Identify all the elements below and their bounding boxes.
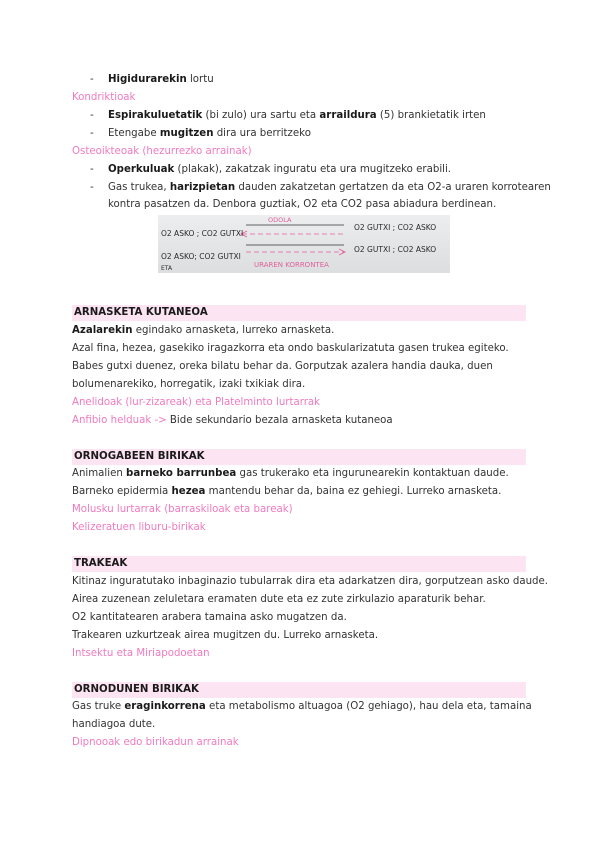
example-line: Molusku lurtarrak (barraskiloak eta bareak) [72, 504, 293, 515]
paragraph-line: Kitinaz inguratutako inbaginazio tubularrak dira eta adarkatzen dira, gorputzean asko daude. [72, 576, 549, 587]
bold-term: mugitzen [159, 128, 214, 139]
line-text: gas trukerako eta ingurunearekin kontaktuan daude. [236, 468, 509, 479]
example-line-anfibio [72, 415, 393, 426]
paragraph-line [72, 486, 501, 497]
example-line: Anelidoak (lur-zizareak) eta Platelminto lurtarrak [72, 397, 321, 408]
paragraph-line: Azal fina, hezea, gasekiko iragazkorra eta ondo baskularizatuta gasen trukea egiteko. [72, 343, 509, 354]
bullet-text: lortu [186, 74, 214, 85]
diagram-left-label-1: O2 ASKO ; CO2 GUTXI [161, 229, 244, 238]
example-line: Intsektu eta Miriapodoetan [72, 648, 210, 659]
bullet-text: (plakak), zakatzak inguratu eta ura mugitzeko erabili. [174, 164, 452, 175]
section-header-trakeak: TRAKEAK [72, 556, 526, 572]
line-text: Gas truke [72, 701, 125, 712]
diagram-right-label-2: O2 GUTXI ; CO2 ASKO [354, 245, 437, 254]
diagram-left-label-2: O2 ASKO; CO2 GUTXI [161, 252, 241, 261]
bullet-espirakuluetatik [108, 110, 486, 121]
line-text: eta metabolismo altuagoa (O2 gehiago), hau dela eta, tamaina [205, 701, 532, 712]
bold-term: barneko barrunbea [126, 468, 237, 479]
diagram-water-label: URAREN KORRONTEA [254, 261, 329, 269]
paragraph-line [72, 701, 532, 712]
diagram-blood-label: ODOLA [268, 216, 292, 224]
bold-term: harizpietan [169, 182, 236, 193]
line-text: Bide sekundario bezala arnasketa kutaneoa [166, 415, 393, 426]
bullet-higidurarekin [108, 74, 214, 85]
bullet-etengabe [108, 128, 311, 139]
section-header-ornogabeen-birikak: ORNOGABEEN BIRIKAK [72, 449, 526, 465]
subheading-kondriktioak: Kondriktioak [72, 92, 136, 103]
bullet-dash: - [90, 110, 94, 121]
example-text: Anfibio helduak -> [72, 415, 167, 426]
bold-term: Espirakuluetatik [108, 110, 203, 121]
bullet-dash: - [90, 182, 94, 193]
paragraph-line: O2 kantitatearen arabera tamaina asko mugatzen da. [72, 612, 347, 623]
paragraph-line: Babes gutxi duenez, oreka bilatu behar da. Gorputzak azalera handia dauka, duen [72, 361, 493, 372]
bullet-dash: - [90, 74, 94, 85]
line-text: Barneko epidermia [72, 486, 172, 497]
section-header-arnasketa-kutaneoa: ARNASKETA KUTANEOA [72, 305, 526, 321]
paragraph-line: Trakearen uzkurtzeak airea mugitzen du. Lurreko arnasketa. [72, 630, 379, 641]
countercurrent-diagram [158, 215, 450, 273]
bullet-dash: - [90, 128, 94, 139]
paragraph-line [72, 325, 334, 336]
bullet-text: (5) brankietatik irten [376, 110, 486, 121]
line-text: mantendu behar da, baina ez gehiegi. Lurreko arnasketa. [205, 486, 502, 497]
bold-term: Azalarekin [72, 325, 133, 336]
bold-term: Operkuluak [108, 164, 175, 175]
bullet-text: dauden zakatzetan gertatzen da eta O2-a uraren korrotearen [235, 182, 551, 193]
bullet-text: dira ura berritzeko [213, 128, 311, 139]
diagram-corner-label: ETA [161, 265, 173, 272]
paragraph-line: Airea zuzenean zeluletara eramaten dute eta ez zute zirkulazio aparaturik behar. [72, 594, 486, 605]
bullet-operkuluak [108, 164, 451, 175]
example-line: Kelizeratuen liburu-birikak [72, 522, 206, 533]
bullet-dash: - [90, 164, 94, 175]
bullet-gas-trukea [108, 182, 551, 193]
paragraph-line: bolumenarekiko, horregatik, izaki txikiak dira. [72, 379, 306, 390]
bold-term: Higidurarekin [108, 74, 187, 85]
bullet-text: Gas trukea, [108, 182, 170, 193]
paragraph-line [72, 468, 509, 479]
bullet-text: (bi zulo) ura sartu eta [202, 110, 320, 121]
diagram-right-label-1: O2 GUTXI ; CO2 ASKO [354, 223, 437, 232]
bold-term: hezea [171, 486, 206, 497]
subheading-osteoikteoak: Osteoikteoak (hezurrezko arrainak) [72, 146, 252, 157]
bold-term: eraginkorrena [124, 701, 206, 712]
bold-term: arraildura [319, 110, 377, 121]
paragraph-line: handiagoa dute. [72, 719, 156, 730]
section-header-ornodunen-birikak: ORNODUNEN BIRIKAK [72, 682, 526, 698]
bullet-text: Etengabe [108, 128, 160, 139]
line-text: Animalien [72, 468, 127, 479]
bullet-gas-trukea-cont: kontra pasatzen da. Denbora guztiak, O2 eta CO2 pasa abiadura berdinean. [108, 199, 497, 210]
line-text: egindako arnasketa, lurreko arnasketa. [132, 325, 335, 336]
example-line: Dipnooak edo birikadun arrainak [72, 737, 239, 748]
